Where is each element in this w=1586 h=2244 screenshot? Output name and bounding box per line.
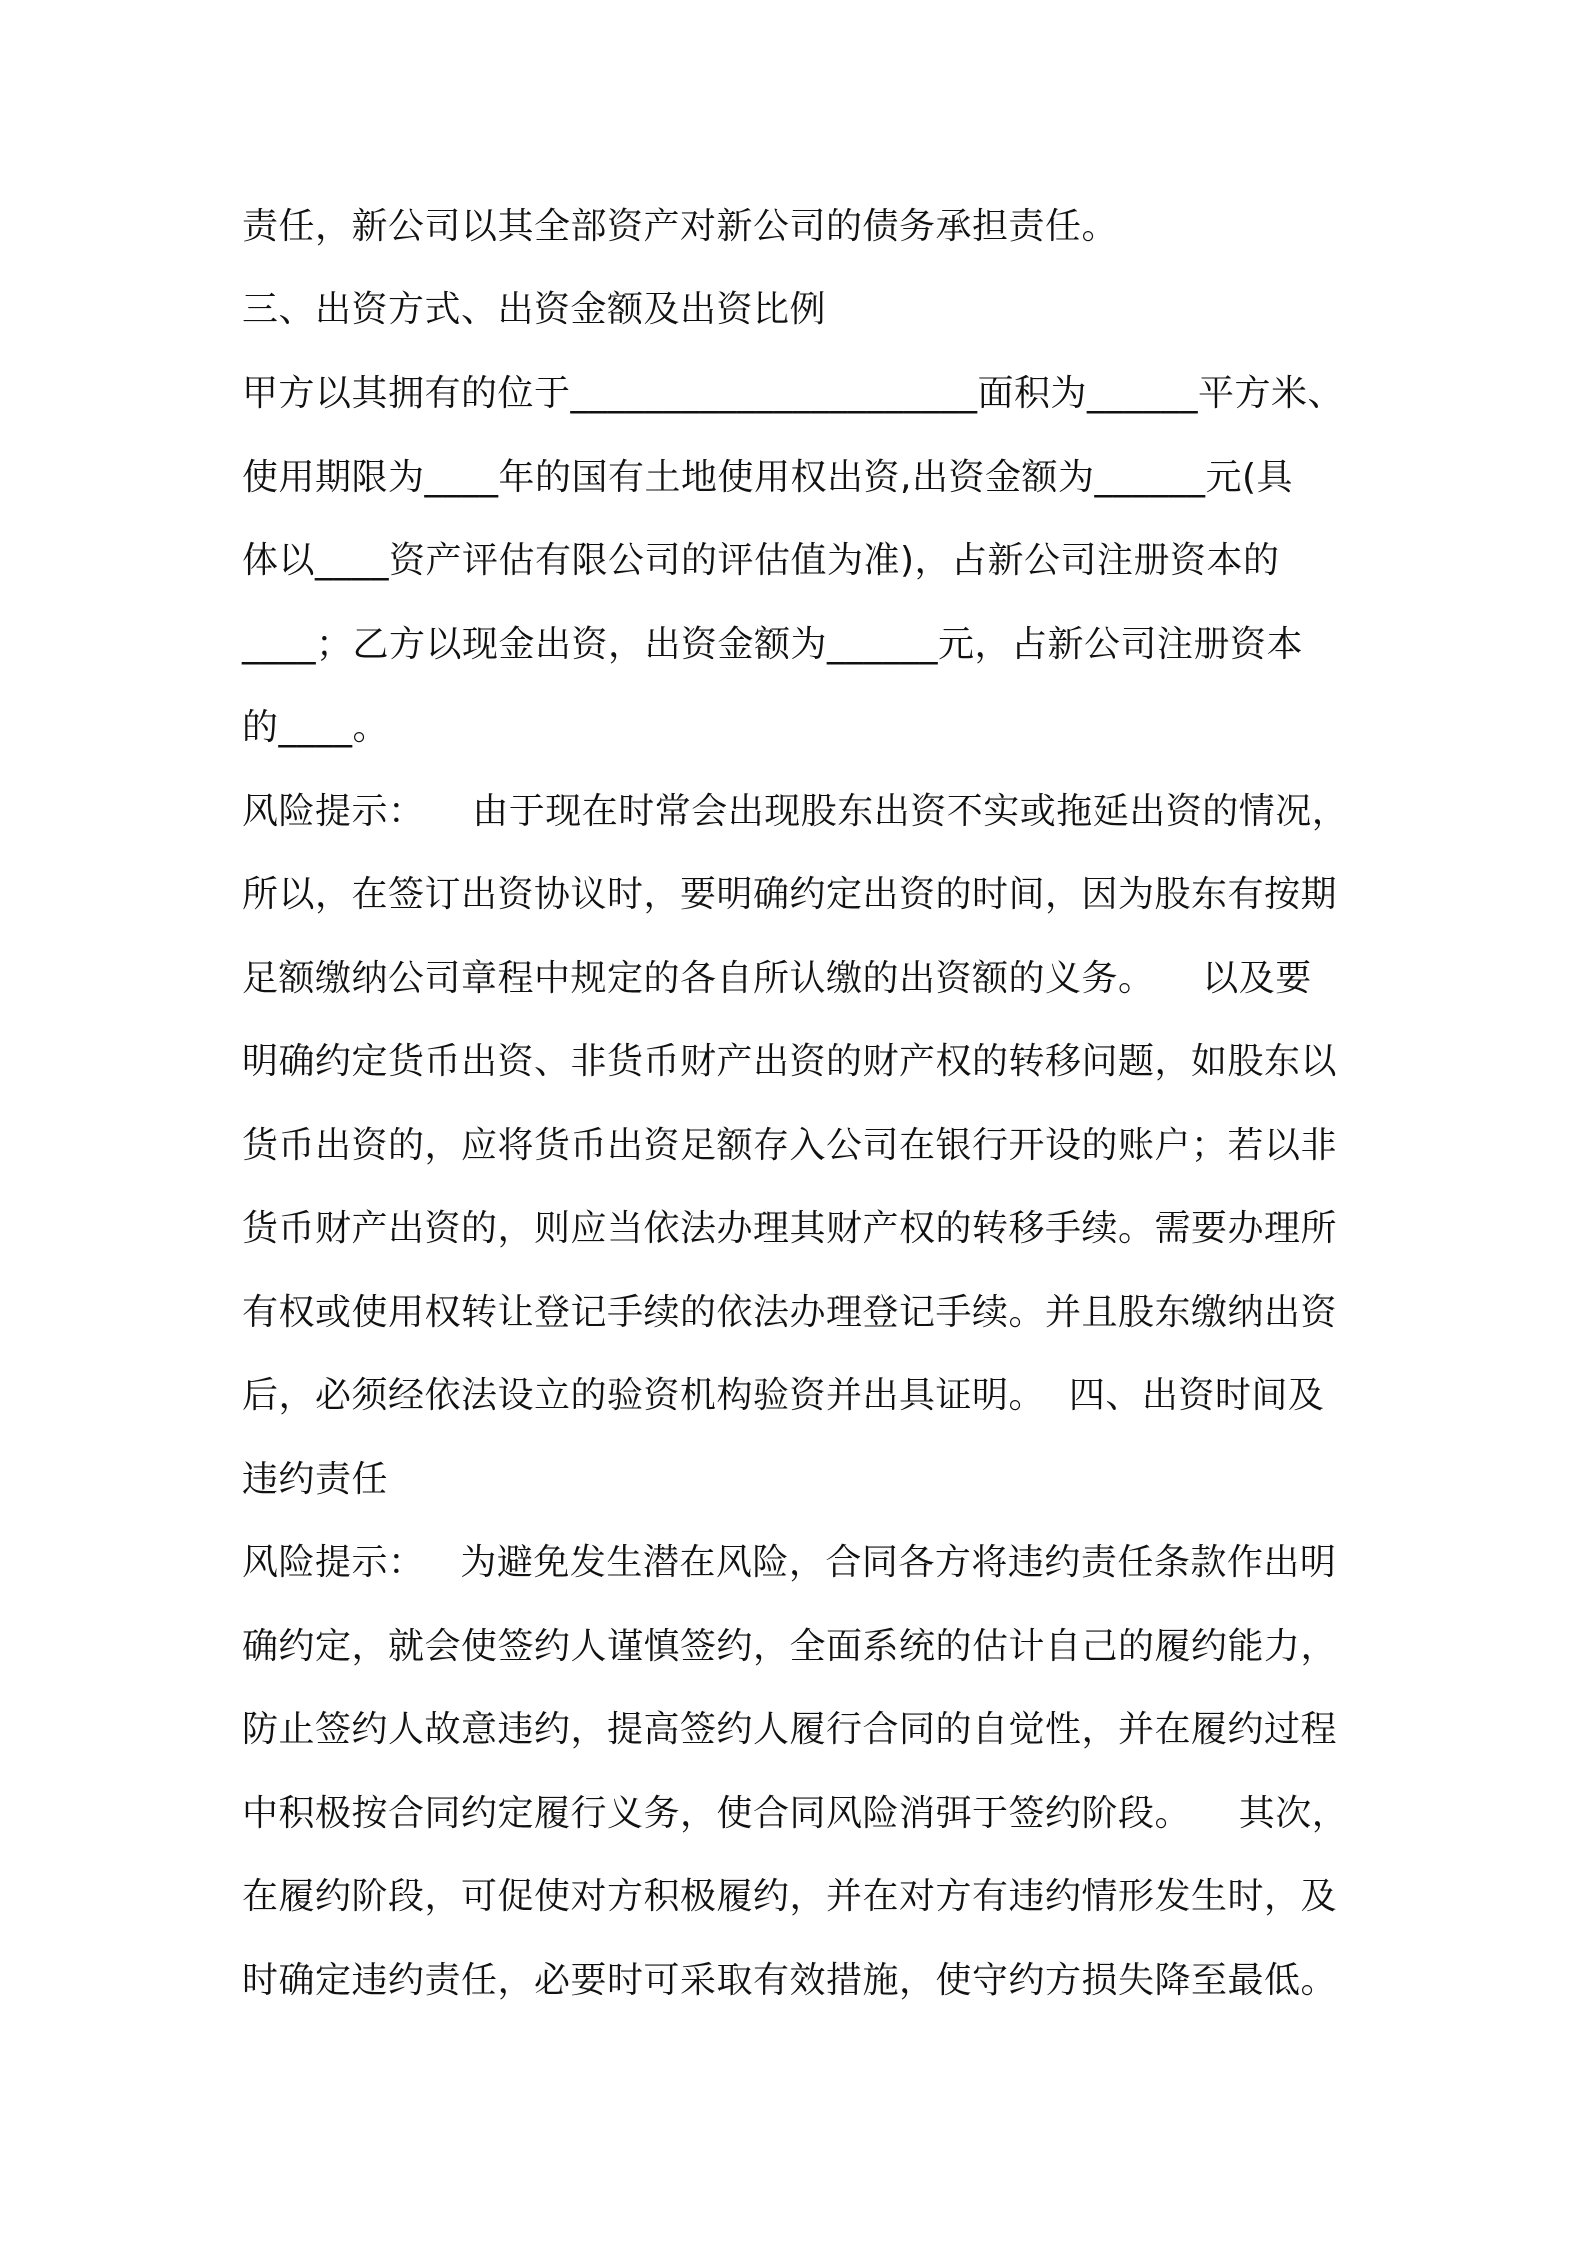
risk-note-line: 风险提示： 由于现在时常会出现股东出资不实或拖延出资的情况， <box>242 791 1349 832</box>
text-line: 使用期限为____年的国有土地使用权出资,出资金额为______元(具 <box>242 457 1293 498</box>
text-line: 甲方以其拥有的位于______________________面积为______平方米、 <box>242 373 1345 414</box>
text-line: 足额缴纳公司章程中规定的各自所认缴的出资额的义务。 以及要 <box>242 958 1312 999</box>
text-line: 货币财产出资的，则应当依法办理其财产权的转移手续。需要办理所 <box>242 1208 1338 1249</box>
text-line: 后，必须经依法设立的验资机构验资并出具证明。 四、出资时间及 <box>242 1375 1325 1416</box>
text-line: 责任，新公司以其全部资产对新公司的债务承担责任。 <box>242 206 1119 247</box>
section-heading: 三、出资方式、出资金额及出资比例 <box>242 289 827 330</box>
section-heading: 违约责任 <box>242 1459 389 1500</box>
text-line: 防止签约人故意违约，提高签约人履行合同的自觉性，并在履约过程 <box>242 1709 1338 1750</box>
text-line: ____；乙方以现金出资，出资金额为______元，占新公司注册资本 <box>242 624 1304 665</box>
text-line: 明确约定货币出资、非货币财产出资的财产权的转移问题，如股东以 <box>242 1041 1338 1082</box>
risk-note-line: 风险提示： 为避免发生潜在风险，合同各方将违约责任条款作出明 <box>242 1542 1337 1583</box>
text-line: 所以，在签订出资协议时，要明确约定出资的时间，因为股东有按期 <box>242 874 1338 915</box>
text-line: 时确定违约责任，必要时可采取有效措施，使守约方损失降至最低。 <box>242 1960 1338 2001</box>
text-line: 体以____资产评估有限公司的评估值为准)，占新公司注册资本的 <box>242 540 1280 581</box>
text-line: 确约定，就会使签约人谨慎签约，全面系统的估计自己的履约能力， <box>242 1626 1338 1667</box>
text-line: 中积极按合同约定履行义务，使合同风险消弭于签约阶段。 其次， <box>242 1793 1349 1834</box>
text-line: 在履约阶段，可促使对方积极履约，并在对方有违约情形发生时，及 <box>242 1876 1338 1917</box>
text-line: 货币出资的，应将货币出资足额存入公司在银行开设的账户；若以非 <box>242 1125 1338 1166</box>
text-line: 有权或使用权转让登记手续的依法办理登记手续。并且股东缴纳出资 <box>242 1292 1338 1333</box>
text-line: 的____。 <box>242 707 390 748</box>
